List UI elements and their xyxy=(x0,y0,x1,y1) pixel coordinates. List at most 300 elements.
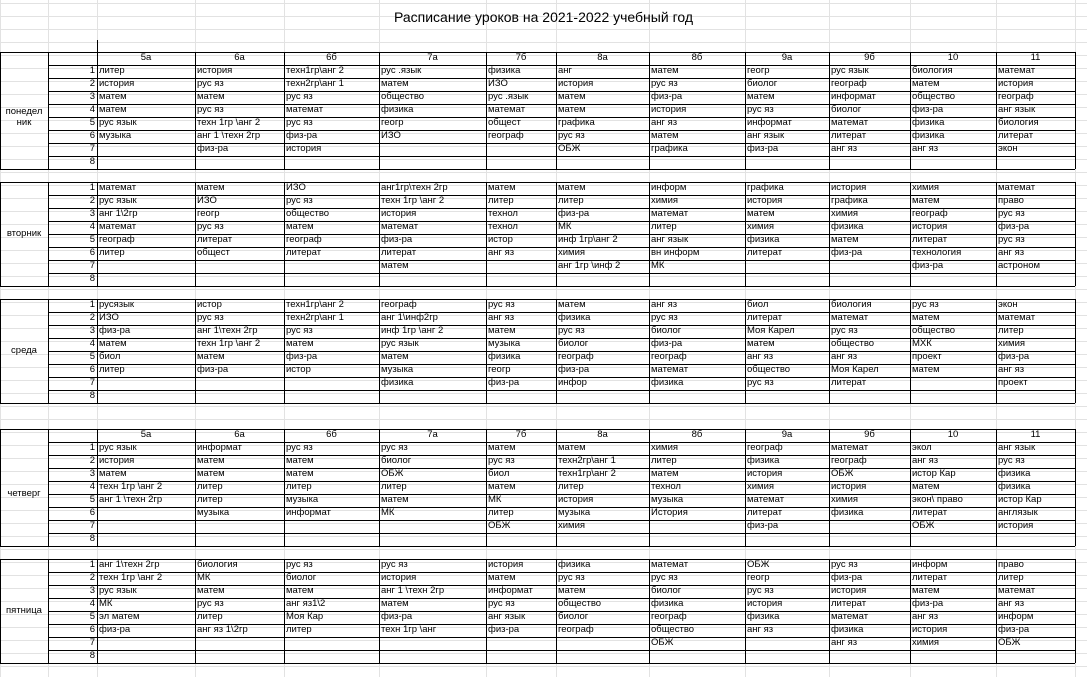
class-header: 10 xyxy=(947,429,959,440)
lesson-cell xyxy=(195,637,284,650)
lesson-cell xyxy=(996,390,1075,403)
lesson-cell: матем xyxy=(747,91,775,102)
lesson-cell: физ-ра xyxy=(488,377,520,388)
lesson-number: 7 xyxy=(89,143,95,154)
lesson-cell: матем xyxy=(381,494,409,505)
lesson-cell: история xyxy=(912,221,948,232)
lesson-cell: Моя Карел xyxy=(831,364,879,375)
lesson-cell: матем xyxy=(558,585,586,596)
lesson-cell: химия xyxy=(747,481,775,492)
lesson-cell: анг xyxy=(558,65,572,76)
lesson-cell xyxy=(97,390,195,403)
lesson-cell: анг 1\техн 2гр xyxy=(197,325,258,336)
lesson-cell: географ xyxy=(998,91,1034,102)
lesson-cell: рус яз xyxy=(998,208,1025,219)
lesson-cell: истор Кар xyxy=(998,494,1042,505)
lesson-number: 8 xyxy=(89,650,95,661)
lesson-cell xyxy=(284,156,379,169)
lesson-cell: история xyxy=(998,78,1034,89)
lesson-cell: математ xyxy=(99,182,137,193)
lesson-cell: рус язык xyxy=(99,117,137,128)
class-header: 9б xyxy=(864,429,875,440)
lesson-cell xyxy=(97,377,195,390)
lesson-cell: литер xyxy=(488,507,514,518)
lesson-cell: географ xyxy=(831,78,867,89)
lesson-cell: общество xyxy=(558,598,602,609)
lesson-cell: ИЗО xyxy=(286,182,306,193)
lesson-cell: история xyxy=(558,78,594,89)
lesson-number: 1 xyxy=(89,65,95,76)
lesson-cell: матем xyxy=(558,299,586,310)
lesson-cell: химия xyxy=(651,195,679,206)
lesson-cell xyxy=(195,260,284,273)
lesson-cell: геогр xyxy=(747,572,770,583)
lesson-number: 4 xyxy=(89,338,95,349)
lesson-number: 2 xyxy=(89,312,95,323)
lesson-number: 7 xyxy=(89,260,95,271)
lesson-number: 1 xyxy=(89,442,95,453)
lesson-cell: МК xyxy=(197,572,211,583)
lesson-cell: матем xyxy=(558,91,586,102)
lesson-cell: графика xyxy=(747,182,784,193)
lesson-cell: рус яз xyxy=(912,299,939,310)
lesson-cell: вн информ xyxy=(651,247,700,258)
lesson-cell: физ-ра xyxy=(912,104,944,115)
class-header: 8а xyxy=(597,52,608,63)
lesson-cell: общество xyxy=(912,91,956,102)
lesson-cell: рус яз xyxy=(651,312,678,323)
lesson-cell: литер xyxy=(651,455,677,466)
lesson-cell: рус яз xyxy=(488,299,515,310)
lesson-number: 7 xyxy=(89,377,95,388)
lesson-cell: анг яз xyxy=(998,598,1025,609)
lesson-cell xyxy=(284,533,379,546)
lesson-cell: рус язык xyxy=(381,338,419,349)
lesson-cell: рус яз xyxy=(286,559,313,570)
lesson-cell: химия xyxy=(831,494,859,505)
lesson-cell xyxy=(97,143,195,156)
lesson-cell: техн1гр\анг 2 xyxy=(558,468,616,479)
lesson-cell xyxy=(829,520,910,533)
lesson-cell: история xyxy=(381,572,417,583)
lesson-cell: матем xyxy=(99,468,127,479)
lesson-cell: техн 1гр \анг 2 xyxy=(197,338,261,349)
lesson-cell: анг яз xyxy=(912,455,939,466)
lesson-cell: физ-ра xyxy=(747,520,779,531)
lesson-cell: литер xyxy=(197,494,223,505)
lesson-cell xyxy=(556,156,649,169)
lesson-cell: математ xyxy=(651,208,689,219)
lesson-cell: географ xyxy=(381,299,417,310)
lesson-cell: ОБЖ xyxy=(998,637,1021,648)
lesson-cell: техн 1гр \анг 2 xyxy=(99,481,163,492)
lesson-cell: литерат xyxy=(747,312,783,323)
lesson-cell: литер xyxy=(998,572,1024,583)
lesson-cell: физика xyxy=(747,455,780,466)
lesson-cell: Моя Кар xyxy=(286,611,324,622)
lesson-number: 4 xyxy=(89,598,95,609)
lesson-cell: экол xyxy=(912,442,932,453)
lesson-number: 6 xyxy=(89,624,95,635)
lesson-cell: литерат xyxy=(998,130,1034,141)
lesson-cell: музыка xyxy=(651,494,684,505)
lesson-cell: анг 1гр \инф 2 xyxy=(558,260,621,271)
lesson-cell: физ-ра xyxy=(998,624,1030,635)
lesson-cell: экон xyxy=(998,299,1018,310)
lesson-cell: истор xyxy=(197,299,222,310)
lesson-cell: анг язык xyxy=(747,130,785,141)
lesson-cell: истор Кар xyxy=(912,468,956,479)
lesson-cell: рус яз xyxy=(831,325,858,336)
lesson-cell: матем xyxy=(381,598,409,609)
lesson-cell: матем xyxy=(912,195,940,206)
lesson-cell: рус яз xyxy=(558,130,585,141)
class-header: 6а xyxy=(234,52,245,63)
day-label: понеделник xyxy=(5,106,43,128)
lesson-cell xyxy=(195,533,284,546)
lesson-cell: физика xyxy=(831,507,864,518)
lesson-cell xyxy=(745,650,829,663)
lesson-cell: история xyxy=(381,208,417,219)
lesson-cell: матем xyxy=(912,364,940,375)
lesson-cell: матем xyxy=(912,585,940,596)
lesson-number: 2 xyxy=(89,78,95,89)
lesson-cell: географ xyxy=(558,624,594,635)
lesson-number: 6 xyxy=(89,247,95,258)
lesson-cell: физика xyxy=(747,234,780,245)
lesson-cell: матем xyxy=(912,78,940,89)
lesson-cell: ОБЖ xyxy=(651,637,674,648)
lesson-cell: техн 1гр \анг 2 xyxy=(99,572,163,583)
lesson-cell: общест xyxy=(197,247,230,258)
lesson-cell: географ xyxy=(831,455,867,466)
lesson-cell: техн2гр\анг 1 xyxy=(558,455,616,466)
lesson-cell: рус яз xyxy=(286,442,313,453)
lesson-cell: матем xyxy=(286,585,314,596)
lesson-cell: литер xyxy=(99,364,125,375)
lesson-cell xyxy=(486,533,556,546)
lesson-cell: биология xyxy=(831,299,872,310)
lesson-cell: анг яз xyxy=(747,351,774,362)
lesson-cell: физ-ра xyxy=(286,351,318,362)
lesson-cell: литерат xyxy=(381,247,417,258)
lesson-cell: рус яз xyxy=(381,559,408,570)
lesson-cell xyxy=(745,260,829,273)
lesson-number: 7 xyxy=(89,637,95,648)
lesson-cell: анг яз xyxy=(488,247,515,258)
lesson-cell: химия xyxy=(558,520,586,531)
lesson-cell: история xyxy=(831,182,867,193)
lesson-cell: математ xyxy=(998,312,1036,323)
lesson-cell: рус яз xyxy=(286,195,313,206)
lesson-cell xyxy=(745,156,829,169)
lesson-cell: физ-ра xyxy=(998,221,1030,232)
lesson-cell xyxy=(829,650,910,663)
lesson-number: 4 xyxy=(89,104,95,115)
lesson-cell: литер xyxy=(651,221,677,232)
lesson-cell: физ-ра xyxy=(286,130,318,141)
lesson-cell: геогр xyxy=(197,208,220,219)
lesson-cell: математ xyxy=(99,221,137,232)
class-header: 7б xyxy=(515,52,527,63)
lesson-cell: графика xyxy=(558,117,595,128)
class-header: 8а xyxy=(597,429,608,440)
lesson-cell xyxy=(284,273,379,286)
lesson-cell: биолог xyxy=(558,338,589,349)
lesson-cell: анг яз 1\2гр xyxy=(197,624,248,635)
lesson-cell xyxy=(195,377,284,390)
lesson-cell: проект xyxy=(912,351,942,362)
lesson-cell xyxy=(556,390,649,403)
lesson-cell: техн1гр\анг 2 xyxy=(286,65,344,76)
lesson-cell: общество xyxy=(912,325,956,336)
lesson-number: 6 xyxy=(89,130,95,141)
lesson-cell: рус язык xyxy=(99,195,137,206)
lesson-cell: матем xyxy=(651,130,679,141)
lesson-cell: рус яз xyxy=(488,598,515,609)
lesson-cell xyxy=(195,520,284,533)
lesson-cell: физика xyxy=(381,377,414,388)
lesson-cell: физика xyxy=(998,468,1031,479)
lesson-cell: матем xyxy=(381,260,409,271)
day-label: вторник xyxy=(6,228,42,239)
lesson-cell: матем xyxy=(99,91,127,102)
lesson-cell: история xyxy=(831,481,867,492)
lesson-cell: технол xyxy=(651,481,681,492)
lesson-cell: анг яз xyxy=(488,312,515,323)
lesson-cell: музыка xyxy=(99,130,132,141)
lesson-cell: рус яз xyxy=(197,104,224,115)
lesson-cell: математ xyxy=(747,494,785,505)
lesson-cell: физика xyxy=(381,104,414,115)
lesson-cell: литер xyxy=(488,195,514,206)
lesson-cell: рус яз xyxy=(651,572,678,583)
lesson-cell xyxy=(556,637,649,650)
lesson-cell: рус язык xyxy=(99,442,137,453)
lesson-cell: общество xyxy=(381,91,425,102)
lesson-cell: матем xyxy=(912,481,940,492)
lesson-cell: математ xyxy=(286,104,324,115)
lesson-cell: матем xyxy=(912,312,940,323)
lesson-cell: биол xyxy=(747,299,769,310)
class-header: 7б xyxy=(515,429,527,440)
lesson-cell xyxy=(284,637,379,650)
lesson-cell: анг яз xyxy=(912,611,939,622)
lesson-cell: матем xyxy=(197,91,225,102)
lesson-cell xyxy=(195,390,284,403)
lesson-cell: литер xyxy=(99,65,125,76)
lesson-cell: анг яз xyxy=(831,143,858,154)
lesson-cell xyxy=(829,260,910,273)
class-header: 5а xyxy=(140,52,152,63)
lesson-cell: матем xyxy=(286,468,314,479)
lesson-cell: музыка xyxy=(558,507,591,518)
lesson-cell: инф 1гр \анг 2 xyxy=(381,325,444,336)
lesson-cell: литер xyxy=(381,481,407,492)
lesson-cell xyxy=(996,156,1075,169)
lesson-cell: астроном xyxy=(998,260,1041,271)
lesson-cell xyxy=(556,533,649,546)
lesson-cell xyxy=(910,650,996,663)
lesson-number: 8 xyxy=(89,533,95,544)
lesson-cell: литерат xyxy=(831,130,867,141)
lesson-cell: физика xyxy=(998,481,1031,492)
lesson-number: 8 xyxy=(89,390,95,401)
lesson-cell: географ xyxy=(558,351,594,362)
lesson-cell: математ xyxy=(488,104,526,115)
lesson-cell: географ xyxy=(651,351,687,362)
lesson-cell xyxy=(649,390,745,403)
lesson-cell: англязык xyxy=(998,507,1038,518)
lesson-number: 4 xyxy=(89,481,95,492)
lesson-cell: литер xyxy=(197,611,223,622)
lesson-cell: МК xyxy=(381,507,395,518)
lesson-cell: матем xyxy=(286,221,314,232)
lesson-cell: информат xyxy=(747,117,792,128)
lesson-cell: инф 1гр\анг 2 xyxy=(558,234,618,245)
lesson-cell: музыка xyxy=(197,507,230,518)
lesson-number: 7 xyxy=(89,520,95,531)
lesson-cell: физ-ра xyxy=(831,572,863,583)
lesson-cell: МК xyxy=(488,494,502,505)
lesson-cell: химия xyxy=(831,208,859,219)
lesson-cell xyxy=(97,637,195,650)
lesson-cell: МХК xyxy=(912,338,932,349)
lesson-cell: геогр xyxy=(488,364,511,375)
lesson-cell: право xyxy=(998,195,1024,206)
lesson-cell: МК xyxy=(651,260,665,271)
lesson-cell: анг 1\2гр xyxy=(99,208,138,219)
day-label: пятница xyxy=(6,605,42,616)
lesson-cell: химия xyxy=(912,637,940,648)
lesson-cell: музыка xyxy=(488,338,521,349)
lesson-cell: анг язык xyxy=(998,442,1036,453)
lesson-cell: анг яз xyxy=(747,624,774,635)
lesson-cell xyxy=(379,390,486,403)
lesson-cell: физ-ра xyxy=(558,364,590,375)
lesson-cell: физ-ра xyxy=(912,260,944,271)
lesson-cell: общество xyxy=(831,338,875,349)
lesson-cell: литер xyxy=(998,325,1024,336)
lesson-cell: физика xyxy=(558,559,591,570)
lesson-cell: ОБЖ xyxy=(488,520,511,531)
lesson-cell: матем xyxy=(831,234,859,245)
lesson-cell: математ xyxy=(831,117,869,128)
class-header: 6б xyxy=(326,52,337,63)
lesson-cell: анг 1\инф2гр xyxy=(381,312,438,323)
lesson-cell xyxy=(829,533,910,546)
class-header: 11 xyxy=(1030,52,1041,63)
lesson-cell xyxy=(195,156,284,169)
lesson-cell: анг яз1\2 xyxy=(286,598,326,609)
lesson-cell: рус яз xyxy=(197,78,224,89)
lesson-cell xyxy=(97,520,195,533)
lesson-cell: биол xyxy=(99,351,121,362)
lesson-cell: литер xyxy=(558,481,584,492)
lesson-cell xyxy=(379,637,486,650)
lesson-cell: математ xyxy=(831,442,869,453)
lesson-cell: физ-ра xyxy=(381,611,413,622)
class-header: 11 xyxy=(1030,429,1041,440)
lesson-cell xyxy=(379,650,486,663)
lesson-cell: литер xyxy=(286,624,312,635)
lesson-cell: физ-ра xyxy=(651,91,683,102)
lesson-cell xyxy=(284,390,379,403)
lesson-cell xyxy=(996,533,1075,546)
lesson-cell xyxy=(486,156,556,169)
lesson-cell: графика xyxy=(651,143,688,154)
lesson-cell: геогр xyxy=(747,65,770,76)
lesson-cell: рус яз xyxy=(998,455,1025,466)
lesson-cell: техн1гр\анг 2 xyxy=(286,299,344,310)
lesson-cell: рус яз xyxy=(831,559,858,570)
lesson-cell: история xyxy=(286,143,322,154)
lesson-cell: история xyxy=(488,559,524,570)
lesson-cell: физ-ра xyxy=(747,143,779,154)
lesson-cell xyxy=(649,650,745,663)
lesson-cell xyxy=(379,143,486,156)
lesson-cell: информат xyxy=(286,507,331,518)
lesson-cell: графика xyxy=(831,195,868,206)
lesson-cell: физика xyxy=(651,377,684,388)
lesson-cell: матем xyxy=(99,338,127,349)
class-header: 10 xyxy=(947,52,959,63)
lesson-number: 8 xyxy=(89,273,95,284)
lesson-cell: матем xyxy=(488,182,516,193)
lesson-cell: истор xyxy=(286,364,311,375)
lesson-cell: матем xyxy=(197,468,225,479)
class-header: 6а xyxy=(234,429,245,440)
lesson-cell xyxy=(486,650,556,663)
lesson-cell: рус яз xyxy=(558,572,585,583)
lesson-cell: матем xyxy=(286,338,314,349)
lesson-cell: географ xyxy=(286,234,322,245)
lesson-cell: техн2гр\анг 1 xyxy=(286,312,344,323)
lesson-cell: анг яз xyxy=(912,143,939,154)
lesson-cell: геогр xyxy=(381,117,404,128)
lesson-cell xyxy=(829,390,910,403)
lesson-number: 8 xyxy=(89,156,95,167)
lesson-cell: матем xyxy=(488,481,516,492)
lesson-number: 1 xyxy=(89,299,95,310)
lesson-cell: матем xyxy=(488,572,516,583)
lesson-cell: информ xyxy=(998,611,1034,622)
lesson-cell: анг 1 \техн 2гр xyxy=(381,585,445,596)
lesson-cell: анг язык xyxy=(998,104,1036,115)
lesson-cell: химия xyxy=(558,247,586,258)
lesson-cell: матем xyxy=(381,351,409,362)
lesson-cell: биолог xyxy=(381,455,412,466)
lesson-cell: общест xyxy=(488,117,521,128)
lesson-cell: литерат xyxy=(747,247,783,258)
lesson-cell: физ-ра xyxy=(651,338,683,349)
class-header: 6б xyxy=(326,429,337,440)
lesson-number: 5 xyxy=(89,234,95,245)
lesson-cell: физ-ра xyxy=(831,247,863,258)
lesson-cell xyxy=(829,273,910,286)
lesson-cell: литер xyxy=(558,195,584,206)
lesson-cell: техн2гр\анг 1 xyxy=(286,78,344,89)
lesson-cell: технол xyxy=(488,221,518,232)
lesson-cell: матем xyxy=(558,182,586,193)
lesson-cell: физика xyxy=(912,117,945,128)
lesson-number: 5 xyxy=(89,117,95,128)
lesson-cell: рус язык xyxy=(831,65,869,76)
lesson-cell: литерат xyxy=(747,507,783,518)
lesson-cell: информат xyxy=(488,585,533,596)
lesson-cell: матем xyxy=(747,208,775,219)
lesson-cell: литер xyxy=(197,481,223,492)
